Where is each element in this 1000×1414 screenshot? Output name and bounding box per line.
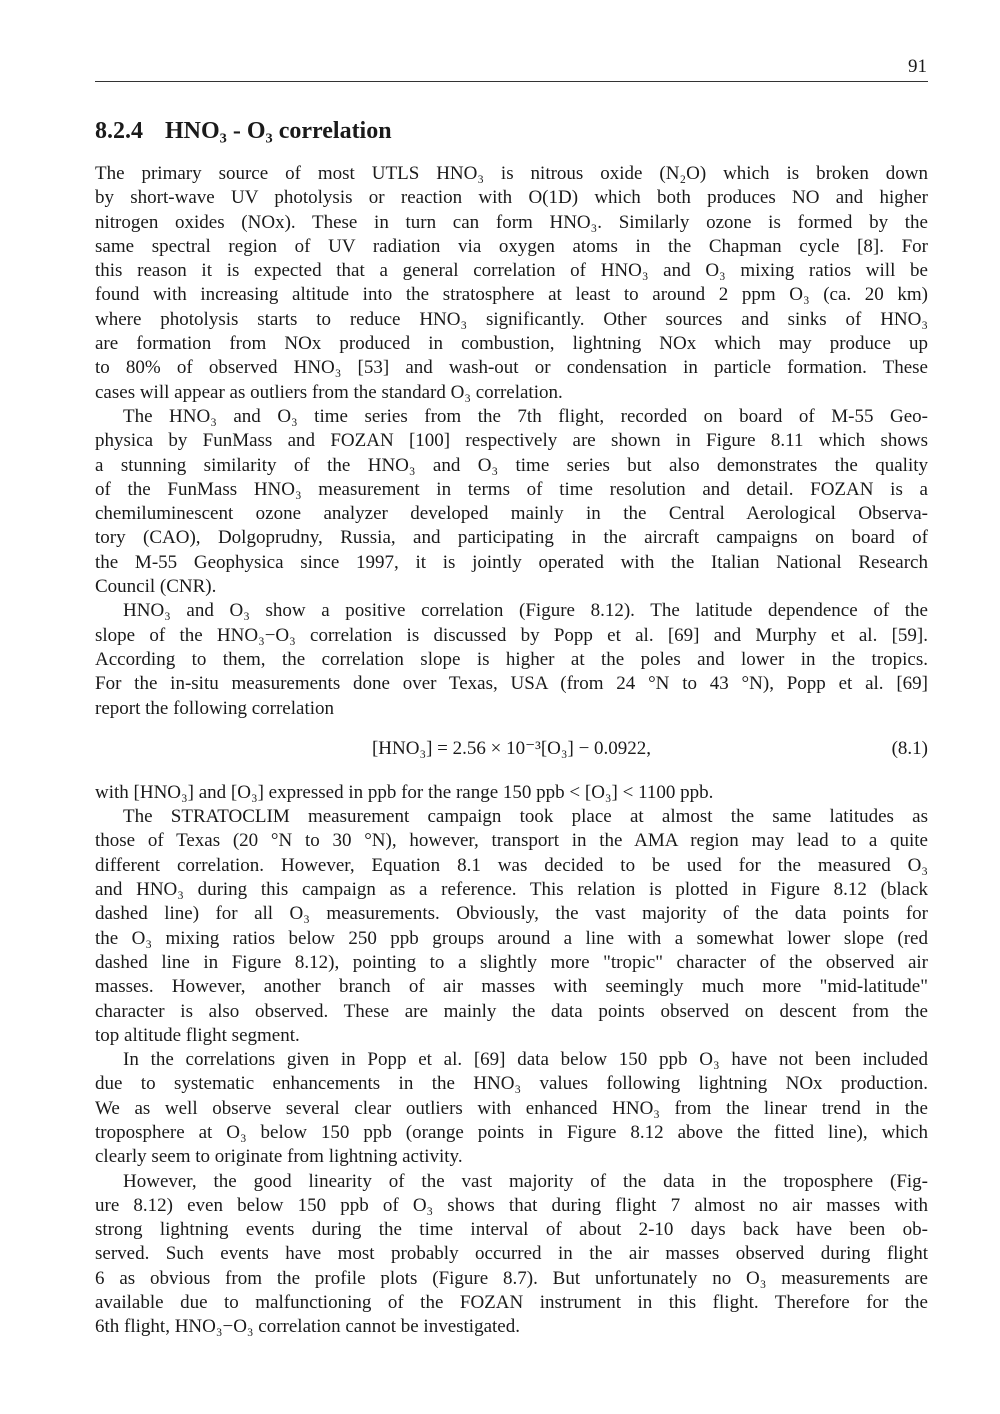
text-line: are formation from NOx produced in combustion, lightning NOx which may produce up <box>95 333 928 355</box>
text-line: troposphere at O₃ below 150 ppb (orange points in Figure 8.12 above the fitted line), which <box>95 1121 928 1143</box>
text-line: strong lightning events during the time interval of about 2-10 days back have been ob- <box>95 1219 928 1241</box>
text-line: by short-wave UV photolysis or reaction with O(1D) which both produces NO and higher <box>95 187 928 209</box>
text-line: 6 as obvious from the profile plots (Figure 8.7). But unfortunately no O₃ measurements are <box>95 1267 928 1289</box>
text-line: character is also observed. These are mainly the data points observed on descent from the <box>95 1000 928 1022</box>
section-number: 8.2.4 <box>95 118 143 144</box>
text-line: available due to malfunctioning of the FOZAN instrument in this flight. Therefore for the <box>95 1292 928 1314</box>
text-line: chemiluminescent ozone analyzer developed mainly in the Central Aerological Observa- <box>95 503 928 525</box>
section-heading <box>95 118 392 145</box>
text-line: cases will appear as outliers from the standard O₃ correlation. <box>95 381 563 403</box>
text-line: The STRATOCLIM measurement campaign took place at almost the same latitudes as <box>123 806 928 828</box>
paragraph <box>95 781 928 805</box>
text-line: and HNO₃ during this campaign as a reference. This relation is plotted in Figure 8.12 (black <box>95 879 928 901</box>
text-line: to 80% of observed HNO₃ [53] and wash-out or condensation in particle formation. These <box>95 357 928 379</box>
text-line: report the following correlation <box>95 697 335 719</box>
body-text <box>95 162 928 1340</box>
text-line: physica by FunMass and FOZAN [100] respectively are shown in Figure 8.11 which shows <box>95 430 928 452</box>
text-line: ure 8.12) even below 150 ppb of O₃ shows that during flight 7 almost no air masses with <box>95 1194 928 1216</box>
text-line: dashed line in Figure 8.12), pointing to a slightly more "tropic" character of the observed air <box>95 951 928 973</box>
paragraph <box>95 405 928 599</box>
paragraph <box>95 805 928 1048</box>
paragraph <box>95 1048 928 1169</box>
text-line: different correlation. However, Equation 8.1 was decided to be used for the measured O₃ <box>95 854 928 876</box>
text-line: where photolysis starts to reduce HNO₃ significantly. Other sources and sinks of HNO₃ <box>95 308 928 330</box>
text-line: According to them, the correlation slope is higher at the poles and lower in the tropics. <box>95 648 928 670</box>
text-line: with [HNO₃] and [O₃] expressed in ppb for the range 150 ppb < [O₃] < 1100 ppb. <box>95 781 714 803</box>
header-rule <box>95 81 928 82</box>
text-line: Council (CNR). <box>95 576 217 598</box>
text-line: nitrogen oxides (NOx). These in turn can form HNO₃. Similarly ozone is formed by the <box>95 211 928 233</box>
text-line: The primary source of most UTLS HNO₃ is nitrous oxide (N₂O) which is broken down <box>95 163 928 184</box>
text-line: due to systematic enhancements in the HNO₃ values following lightning NOx production. <box>95 1073 928 1095</box>
text-line: masses. However, another branch of air masses with seemingly much more "mid-latitude" <box>95 976 928 998</box>
text-line: found with increasing altitude into the stratosphere at least to around 2 ppm O₃ (ca. 20 km) <box>95 284 928 306</box>
text-line: HNO₃ and O₃ show a positive correlation (Figure 8.12). The latitude dependence of the <box>123 600 928 622</box>
equation-formula: [HNO₃] = 2.56 × 10⁻³[O₃] − 0.0922, <box>371 737 652 759</box>
text-line: slope of the HNO₃−O₃ correlation is discussed by Popp et al. [69] and Murphy et al. [59]. <box>95 624 928 646</box>
text-line: tory (CAO), Dolgoprudny, Russia, and participating in the aircraft campaigns on board of <box>95 527 928 549</box>
equation-number: (8.1) <box>891 737 928 759</box>
section-title: HNO₃ - O₃ correlation <box>165 118 392 144</box>
text-line: served. Such events have most probably occurred in the air masses observed during flight <box>95 1243 928 1265</box>
text-line: top altitude flight segment. <box>95 1024 300 1046</box>
text-line: the M-55 Geophysica since 1997, it is jointly operated with the Italian National Research <box>95 551 928 573</box>
equation <box>95 727 928 771</box>
paragraph <box>95 599 928 720</box>
text-line: However, the good linearity of the vast majority of the data in the troposphere (Fig- <box>123 1170 928 1192</box>
text-line: In the correlations given in Popp et al. [69] data below 150 ppb O₃ have not been included <box>123 1049 928 1071</box>
text-line: the O₃ mixing ratios below 250 ppb groups around a line with a somewhat lower slope (red <box>95 927 928 949</box>
text-line: The HNO₃ and O₃ time series from the 7th flight, recorded on board of M-55 Geo- <box>123 405 928 427</box>
paragraph <box>95 162 928 405</box>
text-line: those of Texas (20 °N to 30 °N), however, transport in the AMA region may lead to a quite <box>95 830 928 852</box>
text-line: same spectral region of UV radiation via oxygen atoms in the Chapman cycle [8]. For <box>95 235 928 257</box>
text-line: For the in-situ measurements done over Texas, USA (from 24 °N to 43 °N), Popp et al. [69] <box>95 673 928 695</box>
text-line: of the FunMass HNO₃ measurement in terms of time resolution and detail. FOZAN is a <box>95 478 928 500</box>
text-line: clearly seem to originate from lightning activity. <box>95 1146 463 1168</box>
text-line: We as well observe several clear outliers with enhanced HNO₃ from the linear trend in the <box>95 1097 928 1119</box>
text-line: a stunning similarity of the HNO₃ and O₃ time series but also demonstrates the quality <box>95 454 928 476</box>
text-line: dashed line) for all O₃ measurements. Obviously, the vast majority of the data points for <box>95 903 928 925</box>
text-line: 6th flight, HNO₃−O₃ correlation cannot be investigated. <box>95 1316 520 1338</box>
text-line: this reason it is expected that a general correlation of HNO₃ and O₃ mixing ratios will be <box>95 260 928 282</box>
page-number: 91 <box>908 56 927 77</box>
paragraph <box>95 1170 928 1340</box>
